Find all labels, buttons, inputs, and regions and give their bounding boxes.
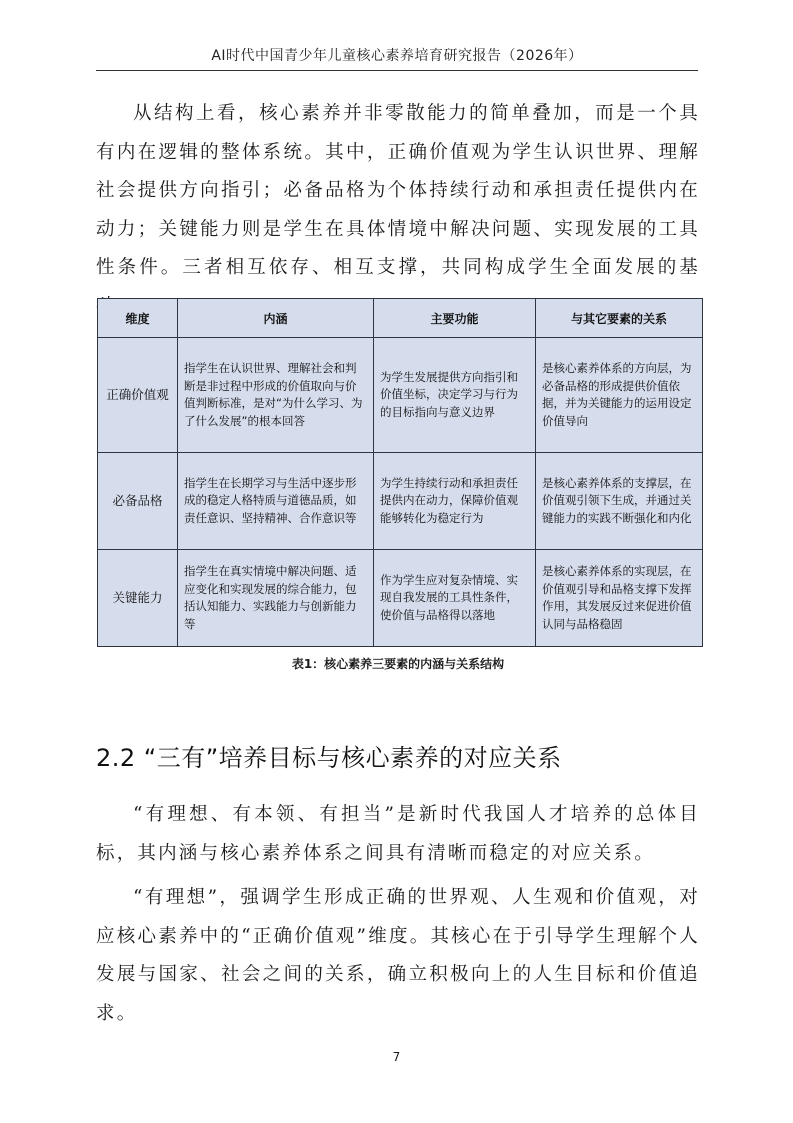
body-paragraph-structure: 从结构上看，核心素养并非零散能力的简单叠加，而是一个具有内在逻辑的整体系统。其中，正确价值观为学生认识世界、理解社会提供方向指引；必备品格为个体持续行动和承担责任提供内在动力；关键能力则是学生在具体情境中解决问题、实现发展的工具性条件。三者相互依存、相互支撑，共同构成学生全面发展的基 <box>96 103 700 278</box>
meaning-cell: 指学生在真实情境中解决问题、适应变化和实现发展的综合能力，包括认知能力、实践能力与创新能力等 <box>178 550 374 647</box>
page-number: 7 <box>392 1050 401 1064</box>
meaning-cell: 指学生在认识世界、理解社会和判断是非过程中形成的价值取向与价值判断标准，是对“为什么学习、为了什么发展”的根本回答 <box>178 338 374 453</box>
running-header: AI时代中国青少年儿童核心素养培育研究报告（2026年） <box>211 48 583 64</box>
table-caption: 表1：核心素养三要素的内涵与关系结构 <box>291 657 505 671</box>
body-paragraph-ideals: “有理想”，强调学生形成正确的世界观、人生观和价值观，对应核心素养中的“正确价值观”维度。其核心在于引导学生理解个人发展与国家、社会之间的关系，确立积极向上的人生目标和价值追求。 <box>96 887 700 1024</box>
function-cell: 为学生持续行动和承担责任提供内在动力，保障价值观能够转化为稳定行为 <box>374 453 536 550</box>
function-cell: 作为学生应对复杂情境、实现自我发展的工具性条件，使价值与品格得以落地 <box>374 550 536 647</box>
table-row <box>98 338 703 453</box>
table-header-cell: 与其它要素的关系 <box>536 299 703 338</box>
table-row <box>98 453 703 550</box>
dimension-cell: 正确价值观 <box>98 338 178 453</box>
meaning-cell: 指学生在长期学习与生活中逐步形成的稳定人格特质与道德品质，如责任意识、坚持精神、合作意识等 <box>178 453 374 550</box>
table-row <box>98 550 703 647</box>
relation-cell: 是核心素养体系的支撑层，在价值观引领下生成，并通过关键能力的实践不断强化和内化 <box>536 453 703 550</box>
dimension-cell: 关键能力 <box>98 550 178 647</box>
table-header-cell: 维度 <box>98 299 178 338</box>
relation-cell: 是核心素养体系的实现层，在价值观引导和品格支撑下发挥作用，其发展反过来促进价值认同与品格稳固 <box>536 550 703 647</box>
function-cell: 为学生发展提供方向指引和价值坐标，决定学习与行为的目标指向与意义边界 <box>374 338 536 453</box>
core-literacy-table <box>97 298 703 647</box>
header-divider <box>96 70 698 71</box>
section-heading: 2.2 “三有”培养目标与核心素养的对应关系 <box>96 744 562 772</box>
table-header-row <box>98 299 703 338</box>
relation-cell: 是核心素养体系的方向层，为必备品格的形成提供价值依据，并为关键能力的运用设定价值导向 <box>536 338 703 453</box>
table-header-cell: 内涵 <box>178 299 374 338</box>
table-header-cell: 主要功能 <box>374 299 536 338</box>
body-paragraph-goals: “有理想、有本领、有担当”是新时代我国人才培养的总体目标，其内涵与核心素养体系之间具有清晰而稳定的对应关系。 <box>96 804 700 864</box>
dimension-cell: 必备品格 <box>98 453 178 550</box>
